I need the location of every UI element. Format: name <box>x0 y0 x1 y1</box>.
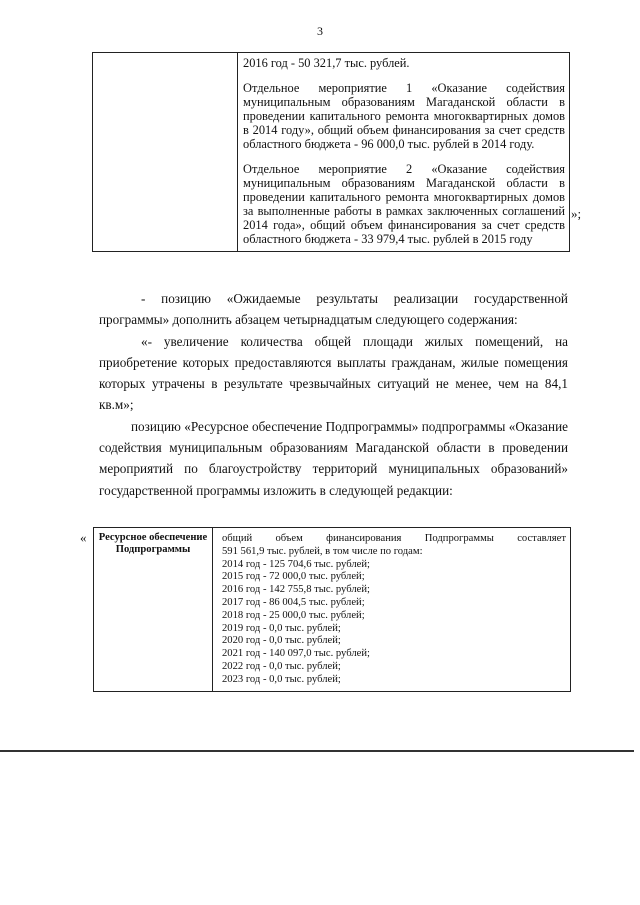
year-line: 2021 год - 140 097,0 тыс. рублей; <box>222 648 370 660</box>
body-text <box>99 288 568 501</box>
empty-label-cell <box>93 53 238 252</box>
year-line: 2023 год - 0,0 тыс. рублей; <box>222 673 341 685</box>
year-line: 2017 год - 86 004,5 тыс. рублей; <box>222 596 365 608</box>
resource-values-cell <box>213 528 571 692</box>
measure-1-text: Отдельное мероприятие 1 «Оказание содействия муниципальным образованиям Магаданской области в проведении капитального ремонта многоквартирных домов в 2014 году», общий объем финансирования за счет средств областного бюджета - 96 000,0 тыс. рублей в 2014 году. <box>243 81 565 151</box>
funding-details-cell <box>238 53 570 252</box>
page-divider <box>0 750 634 752</box>
funding-table-top <box>92 52 570 252</box>
year-line: 2020 год - 0,0 тыс. рублей; <box>222 635 341 647</box>
year-line: 2016 год - 142 755,8 тыс. рублей; <box>222 584 370 596</box>
page-number: 3 <box>317 24 323 38</box>
year-line: 2019 год - 0,0 тыс. рублей; <box>222 622 341 634</box>
year-line: 2014 год - 125 704,6 тыс. рублей; <box>222 558 370 570</box>
year-2016-line: 2016 год - 50 321,7 тыс. рублей. <box>243 56 410 70</box>
resource-table <box>93 527 571 692</box>
total-funding-amount: 591 561,9 тыс. рублей, в том числе по годам: <box>222 545 423 557</box>
opening-quote: « <box>80 530 87 545</box>
year-line: 2015 год - 72 000,0 тыс. рублей; <box>222 571 365 583</box>
year-line: 2022 год - 0,0 тыс. рублей; <box>222 660 341 672</box>
measure-2-text: Отдельное мероприятие 2 «Оказание содействия муниципальным образованиям Магаданской области в проведении капитального ремонта многоквартирных домов за выполненные работы в рамках заключенных соглашений 2014 года», общий объем финансирования за счет средств областного бюджета - 33 979,4 тыс. рублей в 2015 году <box>243 162 565 246</box>
paragraph-expected-results: - позицию «Ожидаемые результаты реализации государственной программы» дополнить абзацем четырнадцатым следующего содержания: <box>99 291 568 328</box>
paragraph-new-item: «- увеличение количества общей площади жилых помещений, на приобретение которых предоставляются выплаты гражданам, жилые помещения которых утрачены в результате чрезвычайных ситуаций не менее, чем на 84,1 кв.м»; <box>99 333 568 413</box>
closing-quote: »; <box>571 206 582 221</box>
resource-label-cell: Ресурсное обеспечение Подпрограммы <box>94 528 213 692</box>
paragraph-resource-position: позицию «Ресурсное обеспечение Подпрограммы» подпрограммы «Оказание содействия муниципальным образованиям Магаданской области в проведении мероприятий по благоустройству территорий муниципальных образований» государственной программы изложить в следующей редакции: <box>99 418 568 498</box>
total-funding-line: общий объем финансирования Подпрограммы составляет <box>222 533 566 544</box>
year-line: 2018 год - 25 000,0 тыс. рублей; <box>222 609 365 621</box>
